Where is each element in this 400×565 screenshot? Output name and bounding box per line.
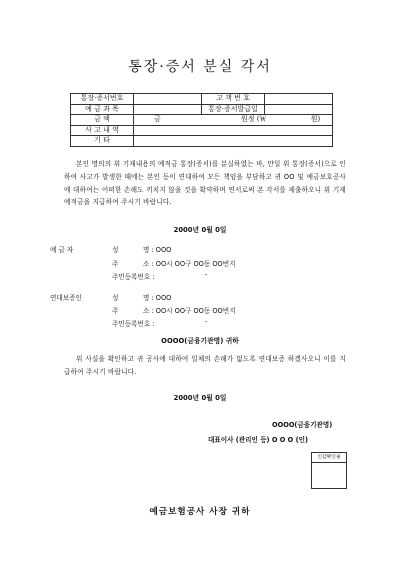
- amount-prefix: 금: [154, 115, 161, 124]
- table-row: [71, 115, 333, 126]
- depositor-id-label: 주민등록번호 :: [112, 273, 155, 281]
- final-addressee: 예금보험공사 사장 귀하: [149, 507, 251, 517]
- customer-no-value: [265, 94, 333, 105]
- issue-date-label: 통장·증서발급일: [202, 104, 265, 115]
- guarantor-id-value: -: [205, 318, 208, 326]
- statement-paragraph: 본인 명의의 위 기재내용의 예적금 통장(증서)를 분실하였는 바, 만일 위 통장(증서)으로 인하여 사고가 발생한 때에는 본인 등이 연대하여 모든 책임을 부담하고 귀 OO 및 예금보호공사에 대하여는 어떠한 손해도 끼치지 않을 것을 확약하며 연서로써 본 각서를 제출하오니 위 기재 예적금을 지급하여 주시기 바랍니다.: [64, 160, 346, 207]
- guarantor-id-label: 주민등록번호 :: [112, 320, 155, 328]
- table-row: [71, 104, 333, 115]
- other-label: 기 타: [71, 136, 134, 147]
- deposit-type-value: [134, 104, 202, 115]
- guarantor-address-label: 주: [112, 307, 119, 315]
- table-row: [71, 136, 333, 147]
- guarantor-name-value: 명 : OOO: [143, 294, 172, 302]
- depositor-name-label: 성: [112, 246, 119, 254]
- addressee-institution: OOOO(금융기관명) 귀하: [161, 337, 239, 345]
- seal-confirmation-label: 인감확인필: [312, 453, 346, 463]
- deposit-info-table: [70, 93, 333, 147]
- amount-value: [134, 115, 333, 126]
- depositor-label: 예 금 자: [50, 246, 74, 254]
- amount-won: 원): [310, 115, 321, 124]
- statement-date: 2000년 0월 0일: [173, 226, 227, 234]
- depositor-name-value: 명 : OOO: [143, 246, 172, 254]
- confirmation-paragraph: 위 사실을 확인하고 귀 공사에 대하여 일체의 손해가 없도록 연대보증 하겠사오니 이를 지급하여 주시기 바랍니다.: [64, 355, 346, 376]
- guarantor-address-value: 소 : OO시 OO구 OO동 OO번지: [143, 307, 236, 315]
- reason-label: 사 고 내 역: [71, 125, 134, 136]
- amount-label: 금 액: [71, 115, 134, 126]
- deposit-type-label: 예 금 과 목: [71, 104, 134, 115]
- institution-name: OOOO(금융기관명): [272, 421, 333, 429]
- depositor-address-label: 주: [112, 260, 119, 268]
- reason-value: [134, 125, 333, 136]
- depositor-address-value: 소 : OO시 OO구 OO동 OO번지: [143, 260, 236, 268]
- customer-no-label: 고 객 번 호: [202, 94, 265, 105]
- account-no-label: 통장·증서번호: [71, 94, 134, 105]
- document-title: 통장·증서 분실 각서: [128, 59, 272, 75]
- depositor-id-value: -: [205, 271, 208, 279]
- account-no-value: [134, 94, 202, 105]
- guarantor-name-label: 성: [112, 294, 119, 302]
- guarantor-label: 연대보증인: [50, 294, 82, 302]
- issue-date-value: [265, 104, 333, 115]
- table-row: [71, 94, 333, 105]
- table-row: [71, 125, 333, 136]
- amount-suffix-label: 원정 (￦: [241, 115, 267, 124]
- ceo-signature-line: 대표이사 (관리인 등) O O O (인): [208, 436, 308, 444]
- confirmation-date: 2000년 0월 0일: [173, 394, 227, 402]
- other-value: [134, 136, 333, 147]
- seal-confirmation-box: [311, 452, 347, 489]
